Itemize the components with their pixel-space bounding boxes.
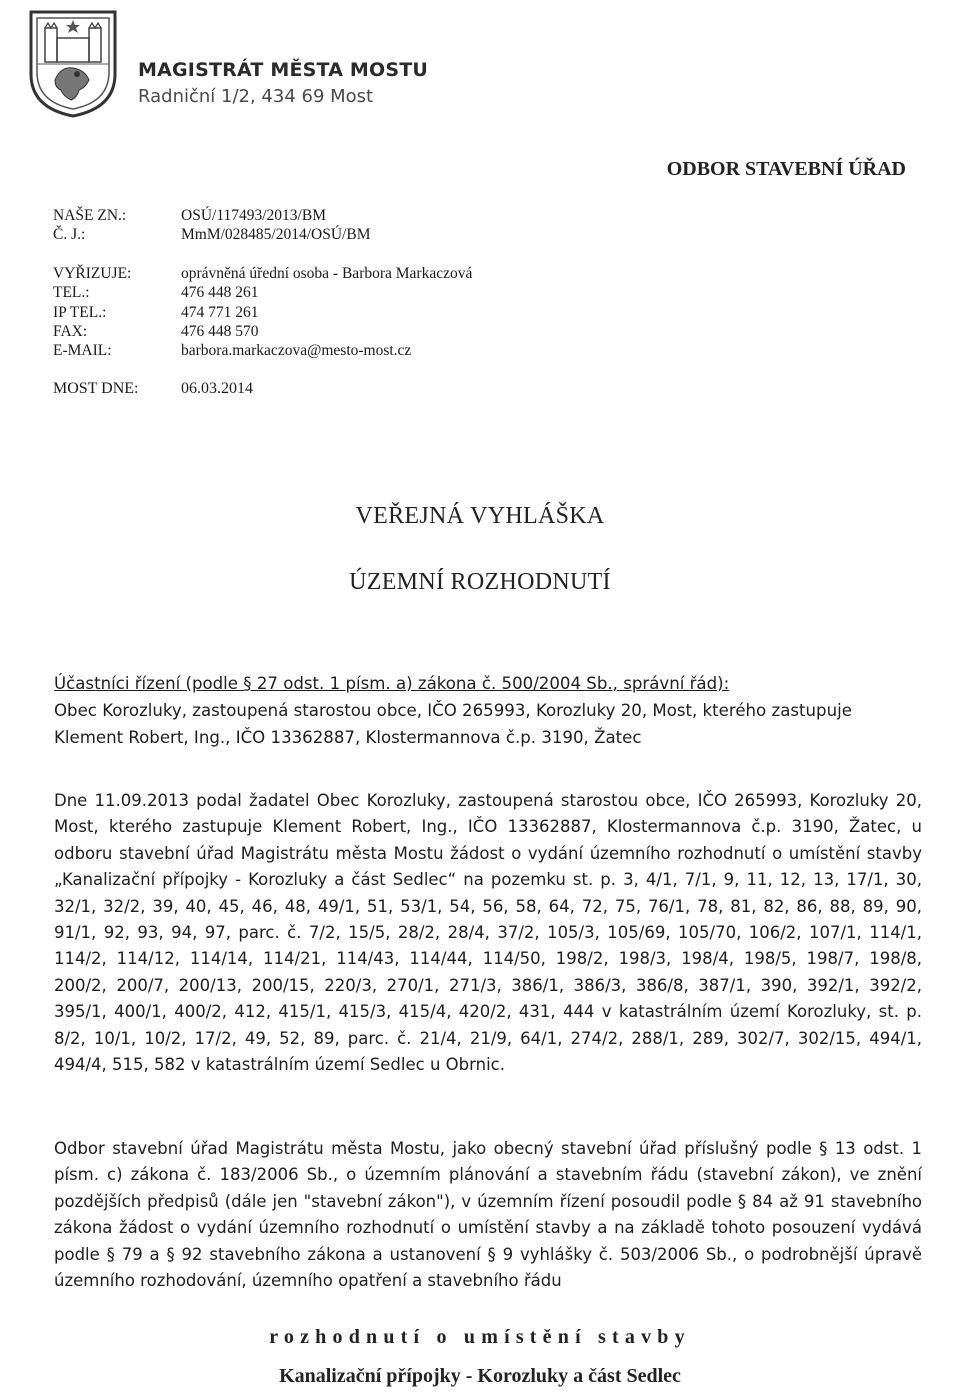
decision-heading: rozhodnutí o umístění stavby [269, 1326, 691, 1348]
nase-zn-value: OSÚ/117493/2013/BM [181, 207, 326, 224]
reference-row-cj [53, 225, 472, 244]
vyrizuje-label: VYŘIZUJE: [53, 264, 132, 282]
email-value: barbora.markaczova@mesto-most.cz [181, 342, 412, 360]
date-value: 06.03.2014 [181, 380, 253, 397]
fax-label: FAX: [53, 322, 88, 340]
tel-value: 476 448 261 [181, 284, 259, 302]
contact-row-fax [53, 322, 472, 341]
reference-block [53, 206, 472, 361]
iptel-value: 474 771 261 [181, 303, 259, 321]
reference-row-nase-zn [53, 206, 472, 225]
document-subtitle: ÚZEMNÍ ROZHODNUTÍ [349, 569, 611, 595]
org-address: Radniční 1/2, 434 69 Most [138, 86, 374, 107]
date-label: MOST DNE: [53, 380, 139, 397]
contact-row-email [53, 341, 472, 360]
contact-row-tel [53, 283, 472, 302]
iptel-label: IP TEL.: [53, 303, 107, 321]
org-name: MAGISTRÁT MĚSTA MOSTU [138, 59, 429, 81]
email-label: E-MAIL: [53, 342, 112, 360]
vyrizuje-value: oprávněná úřední osoba - Barbora Markaczová [181, 264, 473, 282]
city-coat-of-arms-logo [27, 8, 119, 120]
document-title: VEŘEJNÁ VYHLÁŠKA [355, 503, 605, 529]
fax-value: 476 448 570 [181, 322, 259, 340]
contact-row-vyrizuje [53, 264, 472, 283]
cj-value: MmM/028485/2014/OSÚ/BM [181, 226, 371, 244]
body-paragraph-authority: Odbor stavební úřad Magistrátu města Mostu, jako obecný stavební úřad příslušný podle § 13 odst. 1 písm. c) zákona č. 183/2006 Sb., o územním plánování a stavebním řádu (stavební zákon), ve znění pozdějších předpisů (dále jen "stavební zákon"), v územním řízení posoudil podle § 84 až 91 stavebního zákona žádost o vydání územního rozhodnutí o umístění stavby a na základě tohoto posouzení vydává podle § 79 a § 92 stavebního zákona a ustanovení § 9 vyhlášky č. 503/2006 Sb., o podrobnější úpravě územního rozhodování, územního opatření a stavebního řádu [54, 1139, 922, 1291]
participants-heading: Účastníci řízení (podle § 27 odst. 1 písm. a) zákona č. 500/2004 Sb., správní řád): [54, 674, 730, 693]
contact-row-iptel [53, 303, 472, 322]
date-row [53, 380, 253, 398]
tel-label: TEL.: [53, 284, 90, 302]
cj-label: Č. J.: [53, 226, 86, 244]
department-name: ODBOR STAVEBNÍ ÚŘAD [666, 158, 906, 180]
decision-subject: Kanalizační přípojky - Korozluky a část Sedlec [279, 1365, 681, 1387]
body-paragraph-application: Dne 11.09.2013 podal žadatel Obec Korozluky, zastoupená starostou obce, IČO 265993, Korozluky 20, Most, kterého zastupuje Klement Robert, Ing., IČO 13362887, Klostermannova č.p. 3190, Žatec, u odboru stavební úřad Magistrátu města Mostu žádost o vydání územního rozhodnutí o umístění stavby „Kanalizační přípojky - Korozluky a část Sedlec“ na pozemku st. p. 3, 4/1, 7/1, 9, 11, 12, 13, 17/1, 30, 32/1, 32/2, 39, 40, 45, 46, 48, 49/1, 51, 53/1, 54, 56, 58, 64, 72, 75, 76/1, 78, 81, 82, 86, 88, 89, 90, 91/1, 92, 93, 94, 97, parc. č. 7/2, 15/5, 28/2, 28/4, 37/2, 105/3, 105/69, 105/70, 106/2, 107/1, 114/1, 114/2, 114/12, 114/14, 114/21, 114/43, 114/44, 114/50, 198/2, 198/3, 198/4, 198/5, 198/7, 198/8, 200/2, 200/7, 200/13, 200/15, 220/3, 270/1, 271/3, 386/1, 386/3, 386/8, 387/1, 390, 392/1, 392/2, 395/1, 400/1, 400/2, 412, 415/1, 415/3, 415/4, 420/2, 431, 444 v katastrálním území Korozluky, st. p. 8/2, 10/1, 10/2, 17/2, 49, 52, 89, parc. č. 21/4, 21/9, 64/1, 274/2, 288/1, 289, 302/7, 302/15, 494/1, 494/4, 515, 582 v katastrálním území Sedlec u Obrnic. [54, 791, 922, 1075]
nase-zn-label: NAŠE ZN.: [53, 207, 127, 224]
participants-text: Obec Korozluky, zastoupená starostou obce, IČO 265993, Korozluky 20, Most, kterého zastupuje Klement Robert, Ing., IČO 13362887, Klostermannova č.p. 3190, Žatec [54, 701, 852, 747]
